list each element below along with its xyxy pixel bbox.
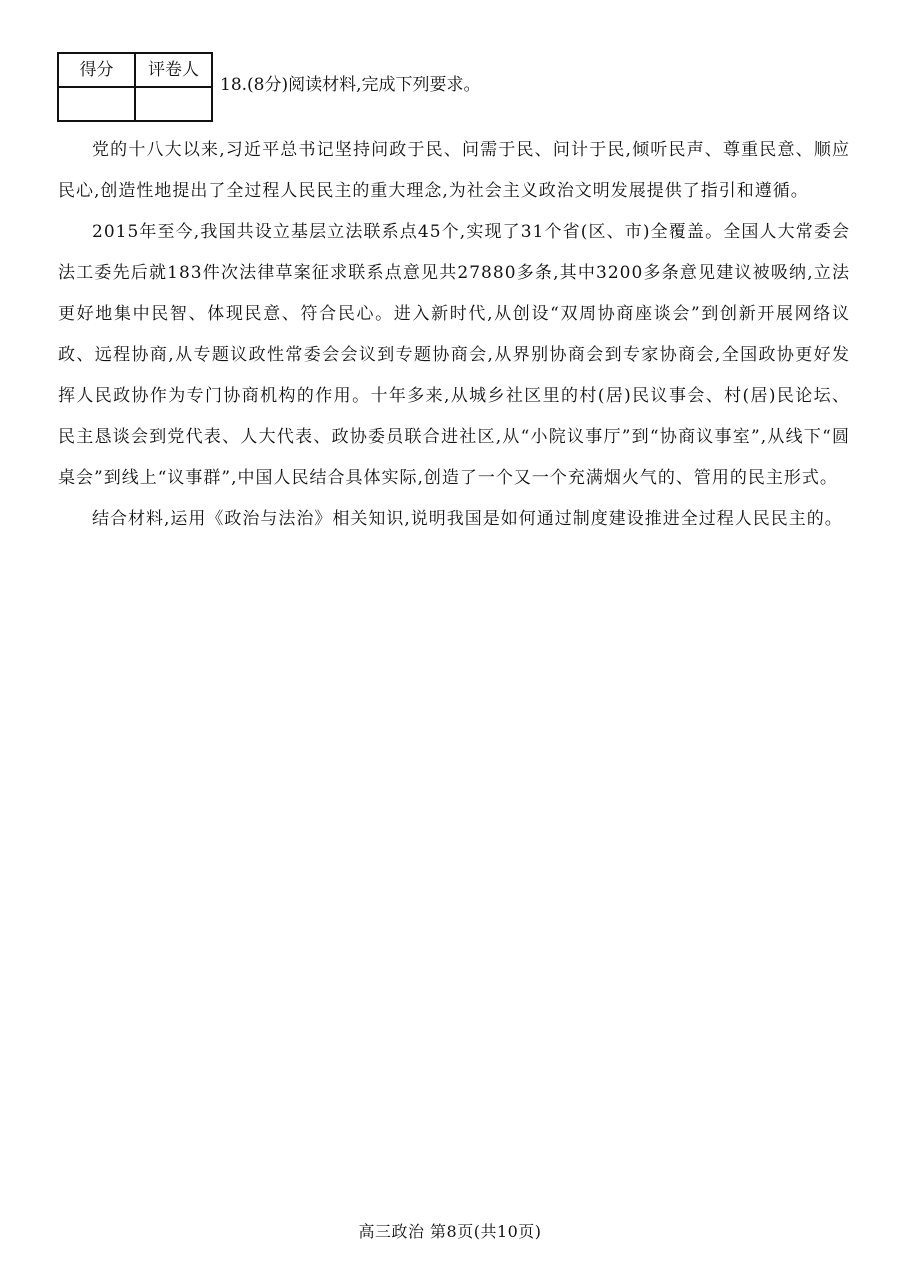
material-paragraph: 党的十八大以来,习近平总书记坚持问政于民、问需于民、问计于民,倾听民声、尊重民意、顺应民心,创造性地提出了全过程人民民主的重大理念,为社会主义政治文明发展提供了指引和遵循。 xyxy=(58,140,850,201)
score-box-entry-row xyxy=(58,87,212,121)
score-header: 得分 xyxy=(58,53,135,87)
page-footer: 高三政治 第8页(共10页) xyxy=(358,1222,542,1241)
material-text xyxy=(58,130,850,540)
grader-entry-cell[interactable] xyxy=(135,87,212,121)
score-box xyxy=(57,52,213,122)
grader-header: 评卷人 xyxy=(135,53,212,87)
question-title: 18.(8分)阅读材料,完成下列要求。 xyxy=(220,75,481,95)
score-box-header-row xyxy=(58,53,212,87)
score-entry-cell[interactable] xyxy=(58,87,135,121)
question-prompt: 结合材料,运用《政治与法治》相关知识,说明我国是如何通过制度建设推进全过程人民民主的。 xyxy=(92,509,843,529)
material-paragraph: 2015年至今,我国共设立基层立法联系点45个,实现了31个省(区、市)全覆盖。全国人大常委会法工委先后就183件次法律草案征求联系点意见共27880多条,其中3200多条意见建议被吸纳,立法更好地集中民智、体现民意、符合民心。进入新时代,从创设“双周协商座谈会”到创新开展网络议政、远程协商,从专题议政性常委会会议到专题协商会,从界别协商会到专家协商会,全国政协更好发挥人民政协作为专门协商机构的作用。十年多来,从城乡社区里的村(居)民议事会、村(居)民论坛、民主恳谈会到党代表、人大代表、政协委员联合进社区,从“小院议事厅”到“协商议事室”,从线下“圆桌会”到线上“议事群”,中国人民结合具体实际,创造了一个又一个充满烟火气的、管用的民主形式。 xyxy=(58,222,850,488)
